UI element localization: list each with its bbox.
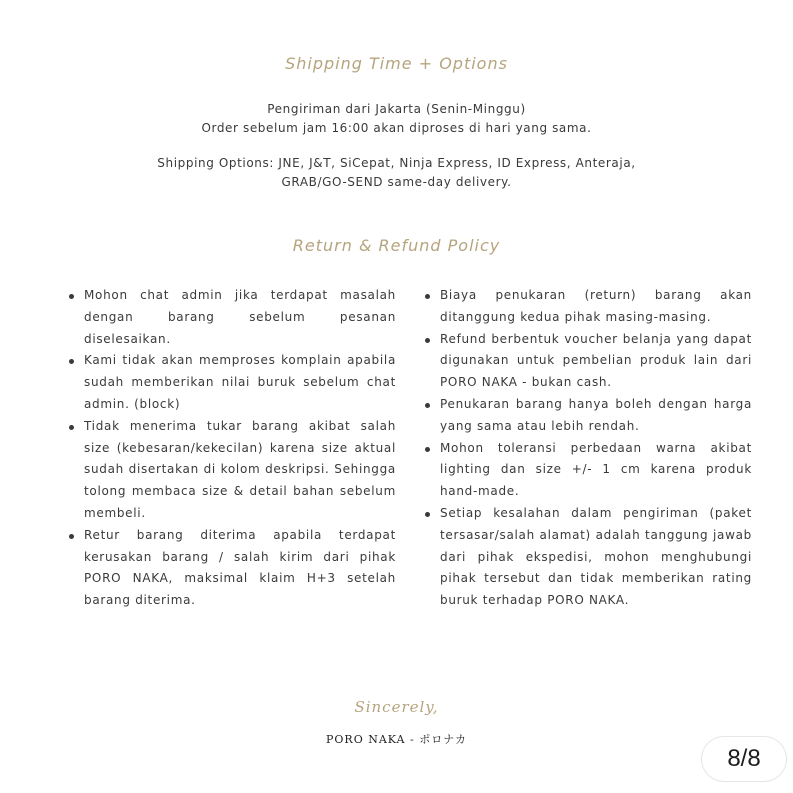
- closing-sincerely: Sincerely,: [354, 698, 439, 716]
- return-policy-heading: Return & Refund Policy: [292, 236, 501, 255]
- policy-item: Refund berbentuk voucher belanja yang dapat digunakan untuk pembelian produk lain dari PORO NAKA - bukan cash.: [440, 329, 752, 394]
- policy-item: Kami tidak akan memproses komplain apabila sudah memberikan nilai buruk sebelum chat admin. (block): [84, 350, 396, 415]
- policy-item: Setiap kesalahan dalam pengiriman (paket tersasar/salah alamat) adalah tanggung jawab dari pihak ekspedisi, mohon menghubungi pihak tersebut dan tidak memberikan rating buruk terhadap PORO NAKA.: [440, 503, 752, 612]
- brand-signature: PORO NAKA - ポロナカ: [326, 733, 467, 746]
- policy-item: Tidak menerima tukar barang akibat salah size (kebesaran/kekecilan) karena size aktual sudah disertakan di kolom deskripsi. Sehingga tolong membaca size & detail bahan sebelum membeli.: [84, 416, 396, 525]
- policy-list-right: [440, 285, 752, 612]
- policy-item: Biaya penukaran (return) barang akan ditanggung kedua pihak masing-masing.: [440, 285, 752, 329]
- policy-list-left: [84, 285, 396, 612]
- shipping-line-cutoff: Order sebelum jam 16:00 akan diproses di hari yang sama.: [201, 121, 592, 135]
- policy-item: Retur barang diterima apabila terdapat kerusakan barang / salah kirim dari pihak PORO NAKA, maksimal klaim H+3 setelah barang diterima.: [84, 525, 396, 612]
- shipping-line-sameday: GRAB/GO-SEND same-day delivery.: [281, 175, 512, 189]
- page-indicator-badge: 8/8: [702, 737, 786, 781]
- shipping-heading: Shipping Time + Options: [285, 54, 508, 73]
- policy-item: Penukaran barang hanya boleh dengan harga yang sama atau lebih rendah.: [440, 394, 752, 438]
- shipping-line-origin: Pengiriman dari Jakarta (Senin-Minggu): [267, 102, 526, 116]
- shipping-time-text: [0, 100, 793, 138]
- shipping-line-couriers: Shipping Options: JNE, J&T, SiCepat, Ninja Express, ID Express, Anteraja,: [157, 156, 636, 170]
- shipping-options-text: [0, 154, 793, 192]
- policy-item: Mohon chat admin jika terdapat masalah dengan barang sebelum pesanan diselesaikan.: [84, 285, 396, 350]
- policy-item: Mohon toleransi perbedaan warna akibat lighting dan size +/- 1 cm karena produk hand-made.: [440, 438, 752, 503]
